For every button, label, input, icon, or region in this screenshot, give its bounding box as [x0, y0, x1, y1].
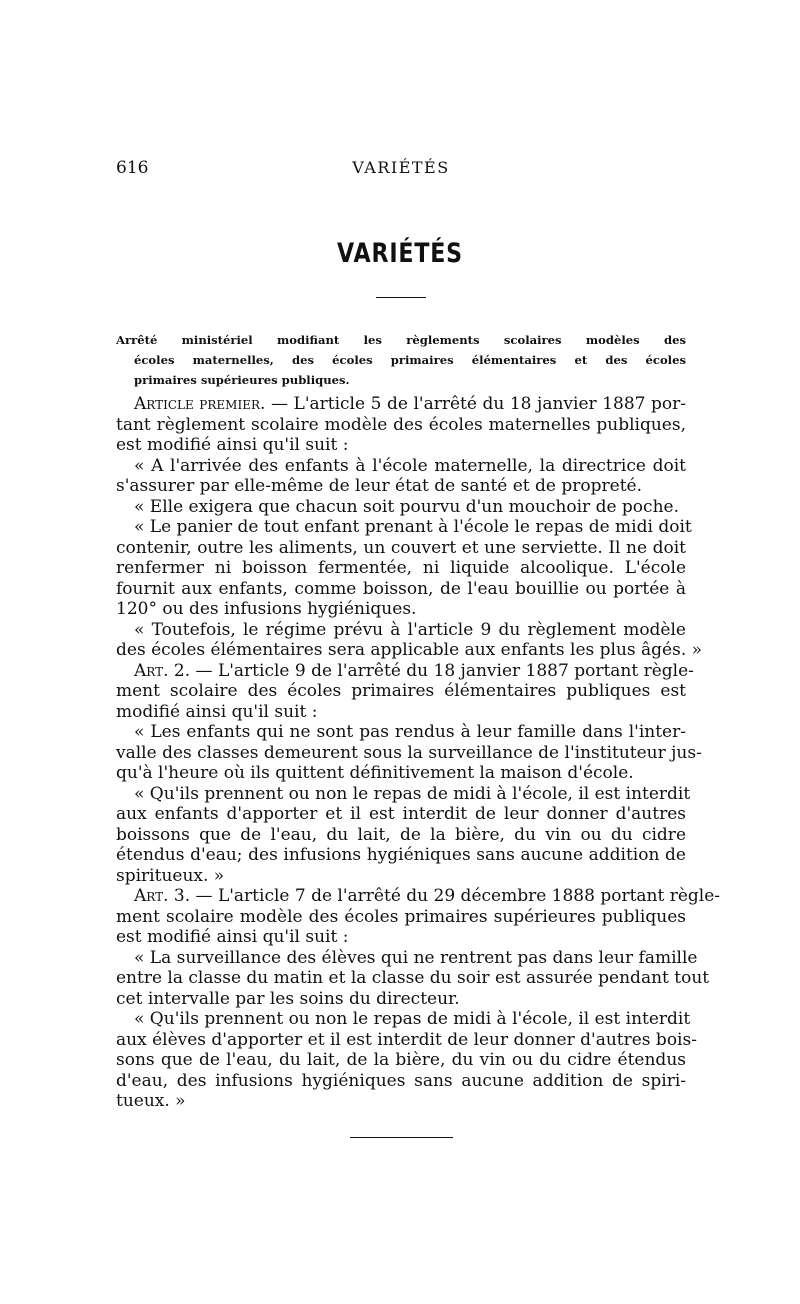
page-header: [116, 158, 686, 182]
body-line: ment scolaire des écoles primaires élémentaires publiques est: [116, 681, 686, 701]
running-head: VARIÉTÉS: [352, 158, 450, 177]
body-line: est modifié ainsi qu'il suit :: [116, 927, 349, 947]
body-line: étendus d'eau; des infusions hygiéniques sans aucune addition de: [116, 845, 686, 865]
section-title: VARIÉTÉS: [337, 238, 463, 269]
body-line: qu'à l'heure où ils quittent définitivement la maison d'école.: [116, 763, 634, 783]
body-line: entre la classe du matin et la classe du soir est assurée pendant tout: [116, 968, 710, 988]
body-line: sons que de l'eau, du lait, de la bière, du vin ou du cidre étendus: [116, 1050, 686, 1070]
body-line: est modifié ainsi qu'il suit :: [116, 435, 349, 455]
body-line: « Toutefois, le régime prévu à l'article 9 du règlement modèle: [134, 619, 686, 640]
title-rule: [376, 297, 426, 298]
body-line: s'assurer par elle-même de leur état de santé et de propreté.: [116, 476, 642, 496]
body-line: contenir, outre les aliments, un couvert et une serviette. Il ne doit: [116, 537, 686, 558]
body-line: ment scolaire modèle des écoles primaires supérieures publiques: [116, 906, 686, 927]
body-line: Article premier. — L'article 5 de l'arrêté du 18 janvier 1887 por-: [134, 394, 686, 414]
body-line: « Elle exigera que chacun soit pourvu d'un mouchoir de poche.: [134, 496, 679, 517]
body-line: aux enfants d'apporter et il est interdit de leur donner d'autres: [116, 804, 686, 824]
article-label: Art. 3.: [134, 886, 191, 906]
article-label: Art. 2.: [134, 660, 191, 681]
body-line: fournit aux enfants, comme boisson, de l'eau bouillie ou portée à: [116, 578, 686, 599]
body-line: tueux. »: [116, 1091, 186, 1111]
body-line: spiritueux. »: [116, 865, 225, 886]
body-line: « Les enfants qui ne sont pas rendus à leur famille dans l'inter-: [134, 722, 686, 742]
body-line: « A l'arrivée des enfants à l'école maternelle, la directrice doit: [134, 455, 686, 476]
heading-line: écoles maternelles, des écoles primaires élémentaires et des écoles: [134, 353, 686, 367]
decree-body: [116, 394, 721, 1112]
decree-heading: [116, 330, 686, 390]
body-line: modifié ainsi qu'il suit :: [116, 701, 318, 722]
body-line: « Qu'ils prennent ou non le repas de midi à l'école, il est interdit: [134, 783, 691, 804]
body-line: d'eau, des infusions hygiéniques sans aucune addition de spiri-: [116, 1070, 686, 1091]
body-line: aux élèves d'apporter et il est interdit de leur donner d'autres bois-: [116, 1029, 697, 1050]
body-line: Art. 3. — L'article 7 de l'arrêté du 29 décembre 1888 portant règle-: [134, 886, 721, 906]
body-line: tant règlement scolaire modèle des écoles maternelles publiques,: [116, 414, 686, 435]
body-line: boissons que de l'eau, du lait, de la bière, du vin ou du cidre: [116, 824, 686, 845]
body-line: « La surveillance des élèves qui ne rentrent pas dans leur famille: [134, 947, 698, 968]
body-line: « Qu'ils prennent ou non le repas de midi à l'école, il est interdit: [134, 1009, 691, 1029]
body-line: renfermer ni boisson fermentée, ni liquide alcoolique. L'école: [116, 558, 686, 578]
closing-rule: [350, 1137, 453, 1138]
heading-line: Arrêté ministériel modifiant les règlements scolaires modèles des: [116, 333, 686, 347]
body-line: valle des classes demeurent sous la surveillance de l'instituteur jus-: [116, 742, 702, 763]
article-label: Article premier.: [134, 394, 266, 414]
body-line: Art. 2. — L'article 9 de l'arrêté du 18 janvier 1887 portant règle-: [134, 660, 694, 681]
body-line: « Le panier de tout enfant prenant à l'école le repas de midi doit: [134, 517, 692, 537]
page-number: 616: [116, 158, 149, 178]
body-line: des écoles élémentaires sera applicable aux enfants les plus âgés. »: [116, 640, 703, 660]
body-line: cet intervalle par les soins du directeur.: [116, 988, 460, 1009]
body-line: 120° ou des infusions hygiéniques.: [116, 599, 417, 619]
heading-line: primaires supérieures publiques.: [134, 373, 350, 387]
